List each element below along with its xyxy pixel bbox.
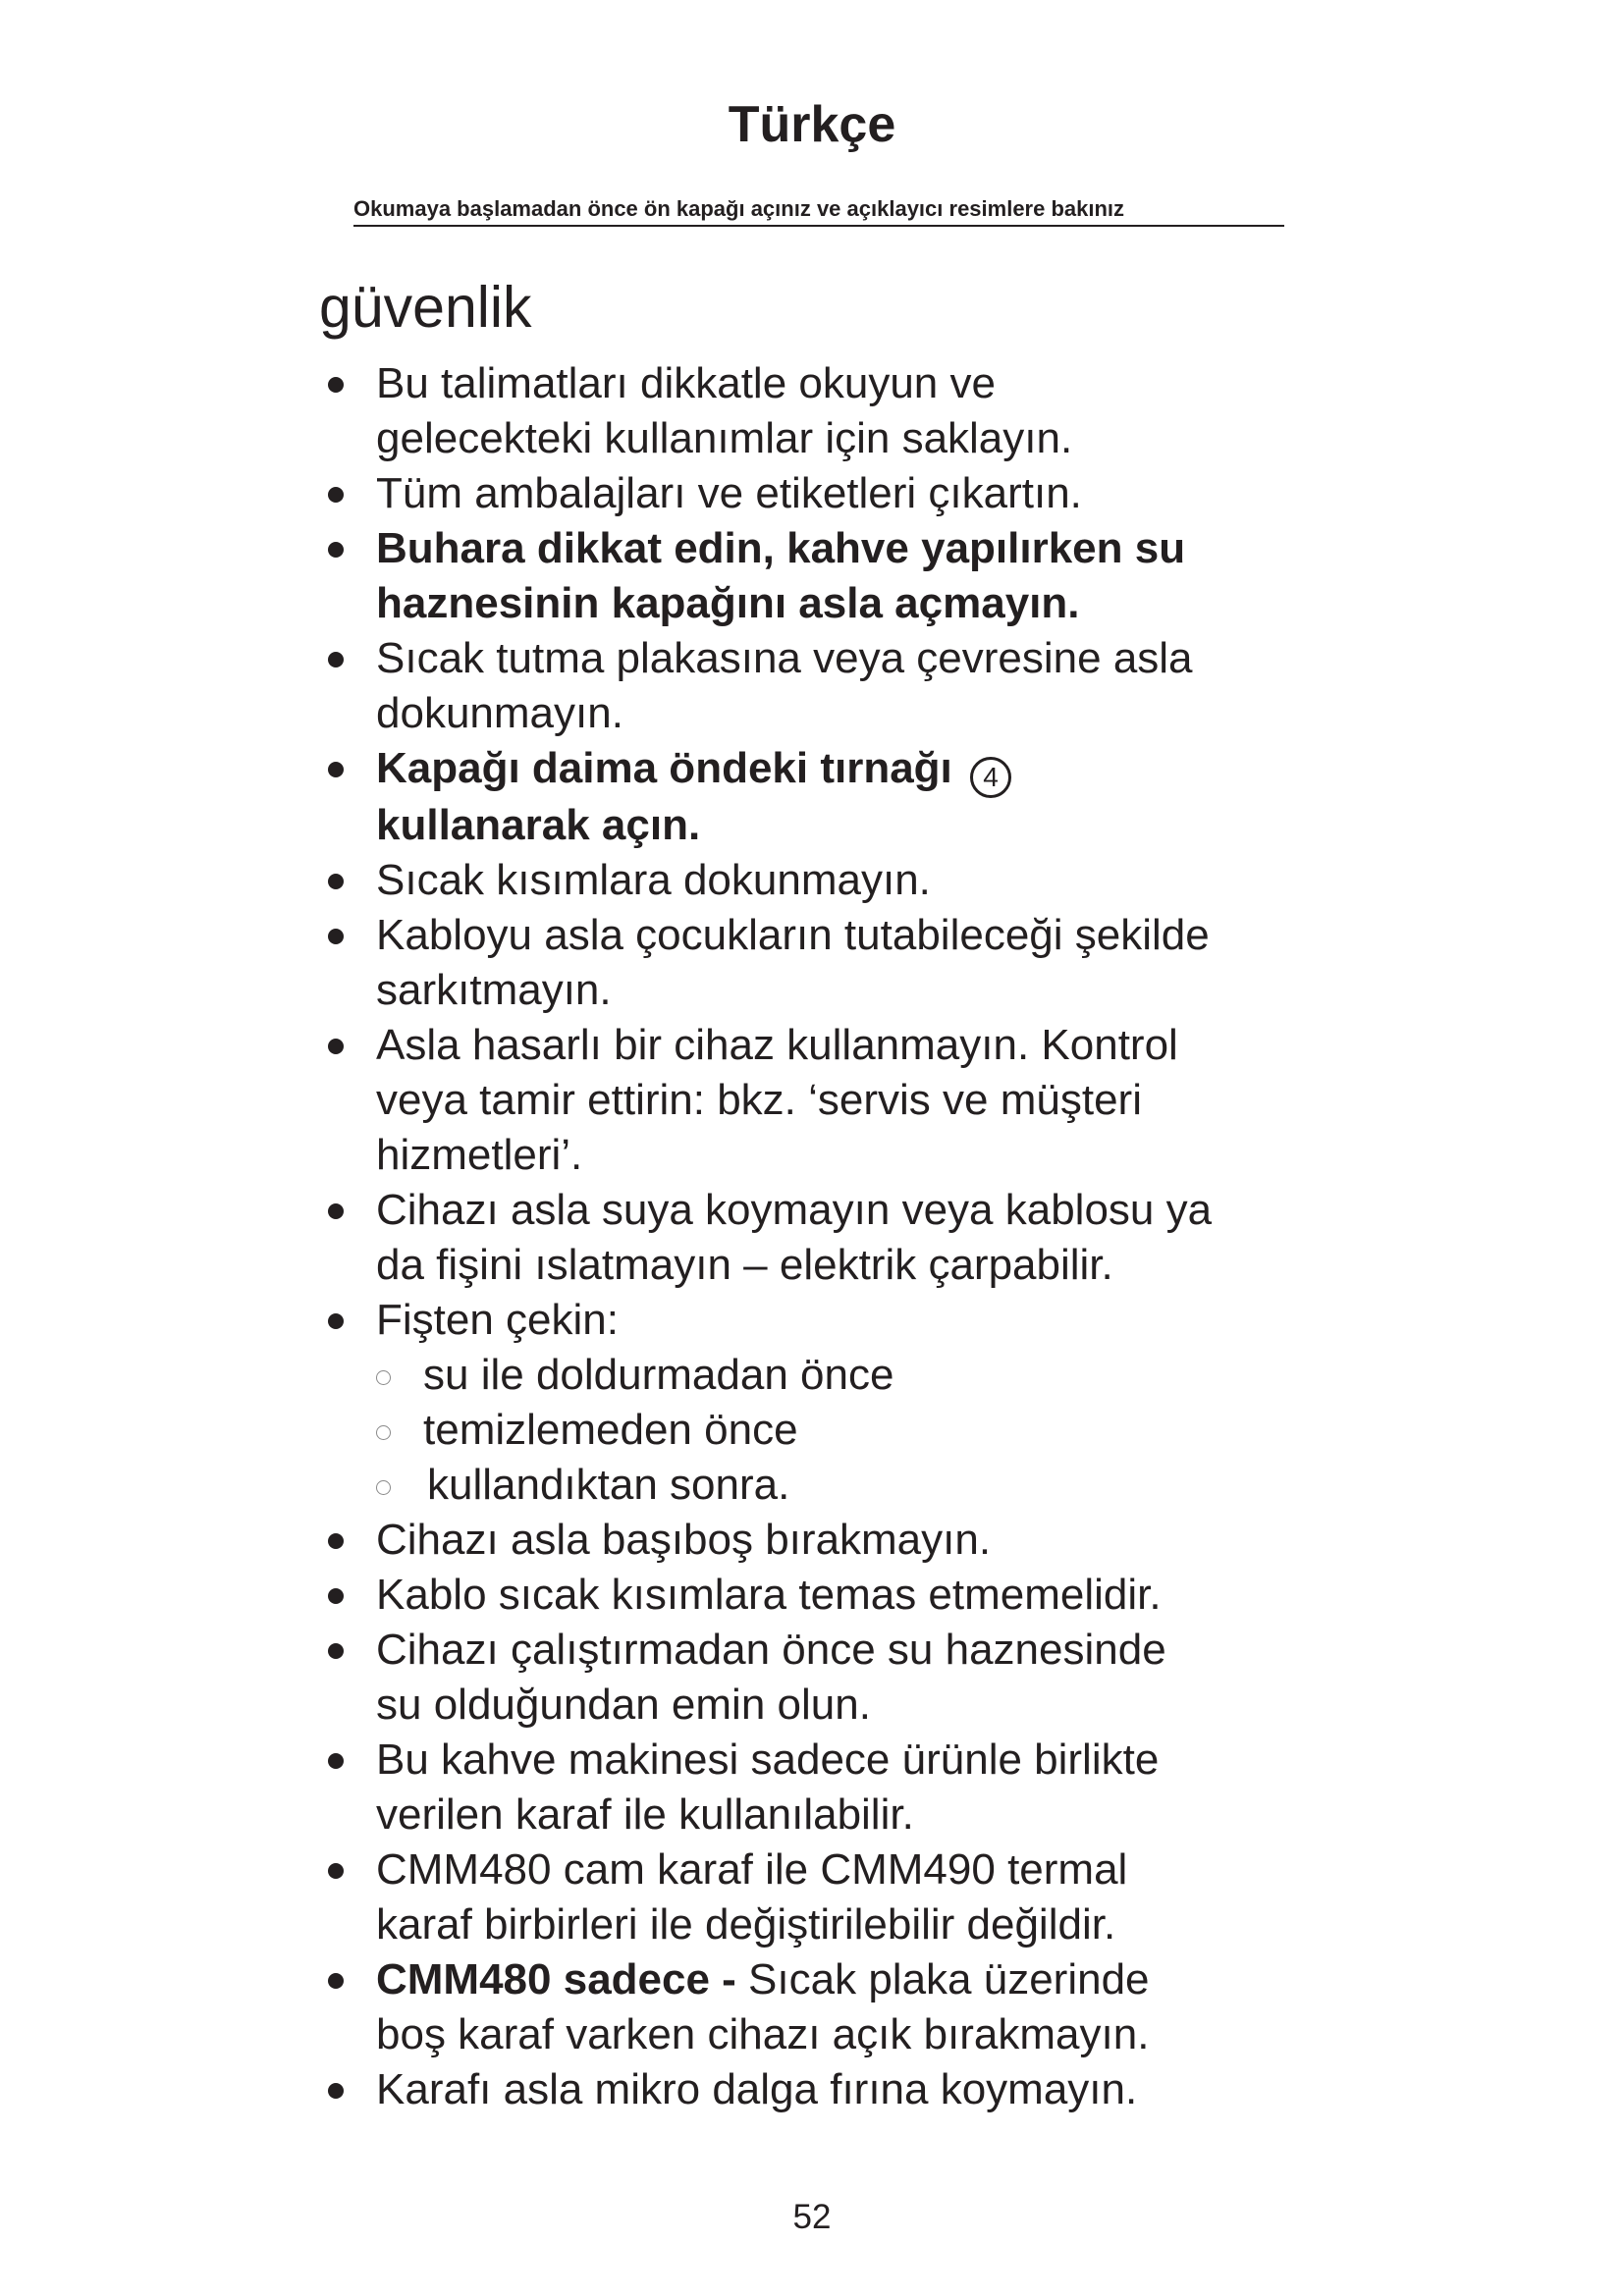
item-text: Cihazı asla suya koymayın veya kablosu ya xyxy=(376,1186,1213,1234)
item-text: karaf birbirleri ile değiştirilebilir değildir. xyxy=(376,1900,1116,1949)
item-text-bold: CMM480 sadece - xyxy=(376,1955,736,2003)
bullet-icon xyxy=(328,487,344,503)
safety-item xyxy=(0,356,1624,466)
item-text: kullanarak açın. xyxy=(376,801,701,849)
safety-item xyxy=(0,853,1624,908)
safety-item xyxy=(0,466,1624,521)
item-text: haznesinin kapağını asla açmayın. xyxy=(376,579,1080,627)
safety-item xyxy=(0,1018,1624,1183)
safety-item xyxy=(0,1183,1624,1293)
safety-item xyxy=(0,1952,1624,2062)
item-text-part: Kapağı daima öndeki tırnağı xyxy=(376,744,952,792)
item-text: dokunmayın. xyxy=(376,689,623,737)
item-text: Asla hasarlı bir cihaz kullanmayın. Kontrol xyxy=(376,1021,1178,1069)
item-text xyxy=(376,1952,1624,2007)
item-text: Bu kahve makinesi sadece ürünle birlikte xyxy=(376,1735,1160,1784)
bullet-icon xyxy=(328,1533,344,1549)
sub-item-text: su ile doldurmadan önce xyxy=(423,1351,894,1399)
sub-item-text: kullandıktan sonra. xyxy=(427,1461,790,1509)
safety-item xyxy=(0,2062,1624,2117)
safety-item xyxy=(0,1842,1624,1952)
item-text: hizmetleri’. xyxy=(376,1131,583,1179)
bullet-icon xyxy=(328,874,344,889)
item-text: Tüm ambalajları ve etiketleri çıkartın. xyxy=(376,469,1082,517)
safety-list xyxy=(0,356,1624,2117)
item-text: gelecekteki kullanımlar için saklayın. xyxy=(376,414,1073,462)
bullet-icon xyxy=(328,762,344,777)
item-text: Bu talimatları dikkatle okuyun ve xyxy=(376,359,996,407)
item-text: Kabloyu asla çocukların tutabileceği şekilde xyxy=(376,911,1210,959)
bullet-icon xyxy=(328,1973,344,1989)
sub-item xyxy=(376,1348,1624,1403)
bullet-icon xyxy=(328,929,344,944)
safety-item-warning xyxy=(0,741,1624,853)
item-text: Sıcak kısımlara dokunmayın. xyxy=(376,856,931,904)
unplug-sublist xyxy=(376,1348,1624,1513)
reading-instruction: Okumaya başlamadan önce ön kapağı açınız ve açıklayıcı resimlere bakınız xyxy=(353,194,1284,227)
safety-item xyxy=(0,1513,1624,1568)
item-text: verilen karaf ile kullanılabilir. xyxy=(376,1790,914,1839)
hollow-bullet-icon xyxy=(376,1480,391,1495)
safety-item xyxy=(0,1623,1624,1733)
bullet-icon xyxy=(328,542,344,558)
item-text: Karafı asla mikro dalga fırına koymayın. xyxy=(376,2065,1138,2113)
item-text xyxy=(376,741,1624,798)
bullet-icon xyxy=(328,1753,344,1769)
item-text: Fişten çekin: xyxy=(376,1296,619,1344)
item-text: Kablo sıcak kısımlara temas etmemelidir. xyxy=(376,1571,1162,1619)
section-title: güvenlik xyxy=(319,275,532,340)
safety-item xyxy=(0,631,1624,741)
item-text: da fişini ıslatmayın – elektrik çarpabilir. xyxy=(376,1241,1113,1289)
safety-item xyxy=(0,1733,1624,1842)
bullet-icon xyxy=(328,1588,344,1604)
safety-item xyxy=(0,1568,1624,1623)
bullet-icon xyxy=(328,377,344,393)
safety-item xyxy=(0,908,1624,1018)
bullet-icon xyxy=(328,1203,344,1219)
circled-number-icon: 4 xyxy=(970,757,1011,798)
sub-item xyxy=(376,1403,1624,1458)
item-text: boş karaf varken cihazı açık bırakmayın. xyxy=(376,2010,1150,2058)
bullet-icon xyxy=(328,1863,344,1879)
page-number: 52 xyxy=(792,2198,832,2236)
item-text: su olduğundan emin olun. xyxy=(376,1681,871,1729)
bullet-icon xyxy=(328,652,344,667)
item-text: CMM480 cam karaf ile CMM490 termal xyxy=(376,1845,1128,1894)
bullet-icon xyxy=(328,1643,344,1659)
language-title: Türkçe xyxy=(728,96,896,153)
bullet-icon xyxy=(328,2083,344,2099)
item-text: Buhara dikkat edin, kahve yapılırken su xyxy=(376,524,1186,572)
item-text: veya tamir ettirin: bkz. ‘servis ve müşteri xyxy=(376,1076,1142,1124)
sub-item xyxy=(376,1458,1624,1513)
safety-item xyxy=(0,1293,1624,1513)
item-text: Sıcak tutma plakasına veya çevresine asla xyxy=(376,634,1193,682)
item-text: sarkıtmayın. xyxy=(376,966,612,1014)
hollow-bullet-icon xyxy=(376,1425,391,1440)
item-text-part: Sıcak plaka üzerinde xyxy=(735,1955,1150,2003)
hollow-bullet-icon xyxy=(376,1370,391,1385)
item-text: Cihazı asla başıboş bırakmayın. xyxy=(376,1516,992,1564)
item-text: Cihazı çalıştırmadan önce su haznesinde xyxy=(376,1626,1166,1674)
safety-item-warning xyxy=(0,521,1624,631)
bullet-icon xyxy=(328,1313,344,1329)
bullet-icon xyxy=(328,1039,344,1054)
sub-item-text: temizlemeden önce xyxy=(423,1406,798,1454)
